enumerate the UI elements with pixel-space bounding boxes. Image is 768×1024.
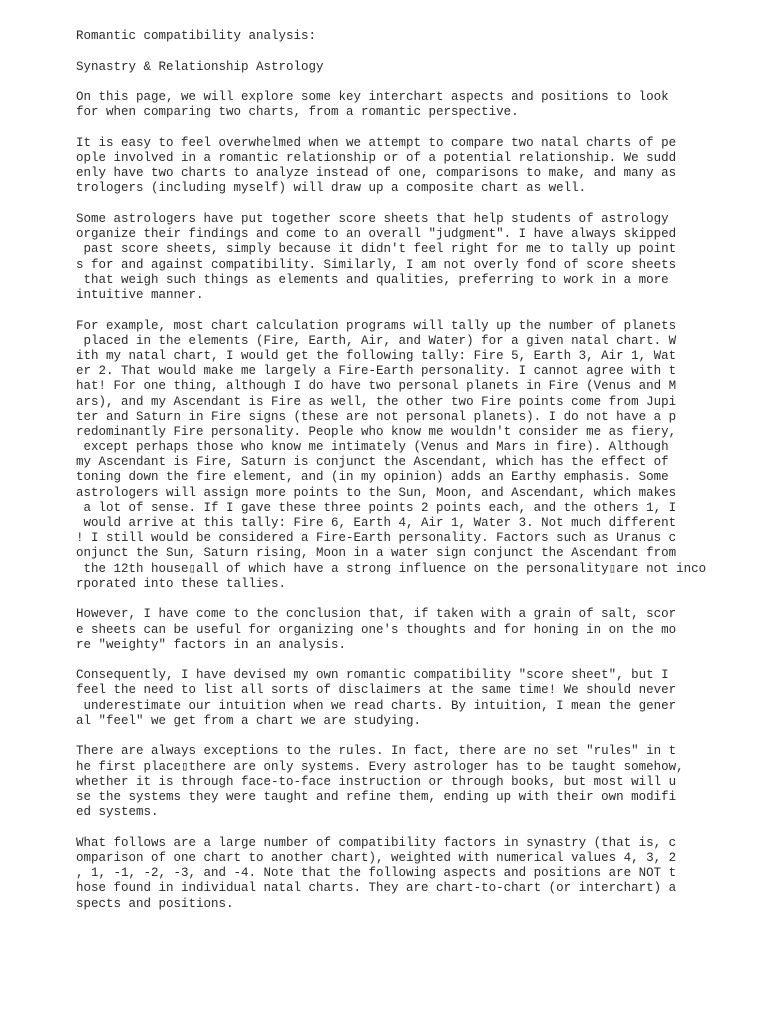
paragraph-gap <box>76 303 756 318</box>
paragraph-consequently <box>76 668 756 729</box>
text-line: , 1, -1, -2, -3, and -4. Note that the following aspects and positions are NOT t <box>76 866 677 881</box>
text-line: hose found in individual natal charts. They are chart-to-chart (or interchart) a <box>76 881 677 896</box>
paragraph-score-sheets <box>76 212 756 303</box>
text-line: he first place▯there are only systems. Every astrologer has to be taught somehow, <box>76 759 684 774</box>
paragraph-intro <box>76 90 756 120</box>
text-line: spects and positions. <box>76 896 234 911</box>
paragraph-gap <box>76 592 756 607</box>
text-line: omparison of one chart to another chart), weighted with numerical values 4, 3, 2 <box>76 850 677 865</box>
text-line: whether it is through face-to-face instruction or through books, but most will u <box>76 774 677 789</box>
text-line: a lot of sense. If I gave these three points 2 points each, and the others 1, I <box>76 500 677 515</box>
text-line: al "feel" we get from a chart we are studying. <box>76 713 422 728</box>
text-line: ople involved in a romantic relationship or of a potential relationship. We sudd <box>76 151 677 166</box>
text-line: would arrive at this tally: Fire 6, Earth 4, Air 1, Water 3. Not much different <box>76 516 677 531</box>
document-subheading: Synastry & Relationship Astrology <box>76 59 324 74</box>
text-line: er 2. That would make me largely a Fire-Earth personality. I cannot agree with t <box>76 364 677 379</box>
text-line: past score sheets, simply because it didn't feel right for me to tally up point <box>76 242 677 257</box>
paragraph-exceptions <box>76 744 756 820</box>
document-heading: Romantic compatibility analysis: <box>76 29 317 43</box>
paragraph-gap <box>76 653 756 668</box>
text-line: Some astrologers have put together score sheets that help students of astrology <box>76 212 669 227</box>
text-line: enly have two charts to analyze instead of one, comparisons to make, and many as <box>76 166 677 181</box>
text-line: placed in the elements (Fire, Earth, Air, and Water) for a given natal chart. W <box>76 333 677 348</box>
text-line: ter and Saturn in Fire signs (these are not personal planets). I do not have a p <box>76 409 677 424</box>
text-line: Consequently, I have devised my own romantic compatibility "score sheet", but I <box>76 668 669 683</box>
paragraph-overwhelmed <box>76 136 756 197</box>
text-line: toning down the fire element, and (in my opinion) adds an Earthy emphasis. Some <box>76 470 669 485</box>
text-line: On this page, we will explore some key interchart aspects and positions to look <box>76 90 669 105</box>
text-line: intuitive manner. <box>76 288 204 302</box>
text-line: ith my natal chart, I would get the following tally: Fire 5, Earth 3, Air 1, Wat <box>76 348 677 363</box>
text-line: onjunct the Sun, Saturn rising, Moon in a water sign conjunct the Ascendant from <box>76 546 677 561</box>
paragraph-gap <box>76 729 756 744</box>
paragraph-gap <box>76 820 756 835</box>
text-line: trologers (including myself) will draw up a composite chart as well. <box>76 181 587 196</box>
text-line: ed systems. <box>76 805 159 820</box>
text-line: that weigh such things as elements and qualities, preferring to work in a more <box>76 272 669 287</box>
text-line: the 12th house▯all of which have a strong influence on the personality▯are not inco <box>76 561 707 576</box>
text-line: redominantly Fire personality. People who know me wouldn't consider me as fiery, <box>76 424 677 439</box>
text-line: For example, most chart calculation programs will tally up the number of planets <box>76 318 677 333</box>
text-line: What follows are a large number of compatibility factors in synastry (that is, c <box>76 835 677 850</box>
text-line: re "weighty" factors in an analysis. <box>76 637 347 652</box>
paragraph-gap <box>76 197 756 212</box>
text-line: underestimate our intuition when we read charts. By intuition, I mean the gener <box>76 698 677 713</box>
text-line: se the systems they were taught and refine them, ending up with their own modifi <box>76 790 677 804</box>
paragraph-example <box>76 319 756 592</box>
paragraph-gap <box>76 121 756 136</box>
text-line: hat! For one thing, although I do have two personal planets in Fire (Venus and M <box>76 379 677 394</box>
paragraph-what-follows <box>76 836 756 912</box>
text-line: s for and against compatibility. Similarly, I am not overly fond of score sheets <box>76 257 677 272</box>
text-line: e sheets can be useful for organizing one's thoughts and for honing in on the mo <box>76 622 677 637</box>
text-line: rporated into these tallies. <box>76 576 287 591</box>
text-line: astrologers will assign more points to the Sun, Moon, and Ascendant, which makes <box>76 485 677 500</box>
text-line: feel the need to list all sorts of disclaimers at the same time! We should never <box>76 683 677 698</box>
text-line: ars), and my Ascendant is Fire as well, the other two Fire points come from Jupi <box>76 394 677 409</box>
paragraph-gap <box>76 44 756 59</box>
text-line: for when comparing two charts, from a romantic perspective. <box>76 105 519 120</box>
paragraph-conclusion <box>76 607 756 653</box>
paragraph-gap <box>76 75 756 90</box>
document-page <box>76 29 756 912</box>
text-line: my Ascendant is Fire, Saturn is conjunct the Ascendant, which has the effect of <box>76 455 669 470</box>
text-line: organize their findings and come to an overall "judgment". I have always skipped <box>76 227 677 242</box>
text-line: except perhaps those who know me intimately (Venus and Mars in fire). Although <box>76 440 669 455</box>
text-line: However, I have come to the conclusion that, if taken with a grain of salt, scor <box>76 607 677 622</box>
text-line: There are always exceptions to the rules. In fact, there are no set "rules" in t <box>76 744 677 759</box>
text-line: It is easy to feel overwhelmed when we attempt to compare two natal charts of pe <box>76 135 677 150</box>
text-line: ! I still would be considered a Fire-Earth personality. Factors such as Uranus c <box>76 531 677 546</box>
